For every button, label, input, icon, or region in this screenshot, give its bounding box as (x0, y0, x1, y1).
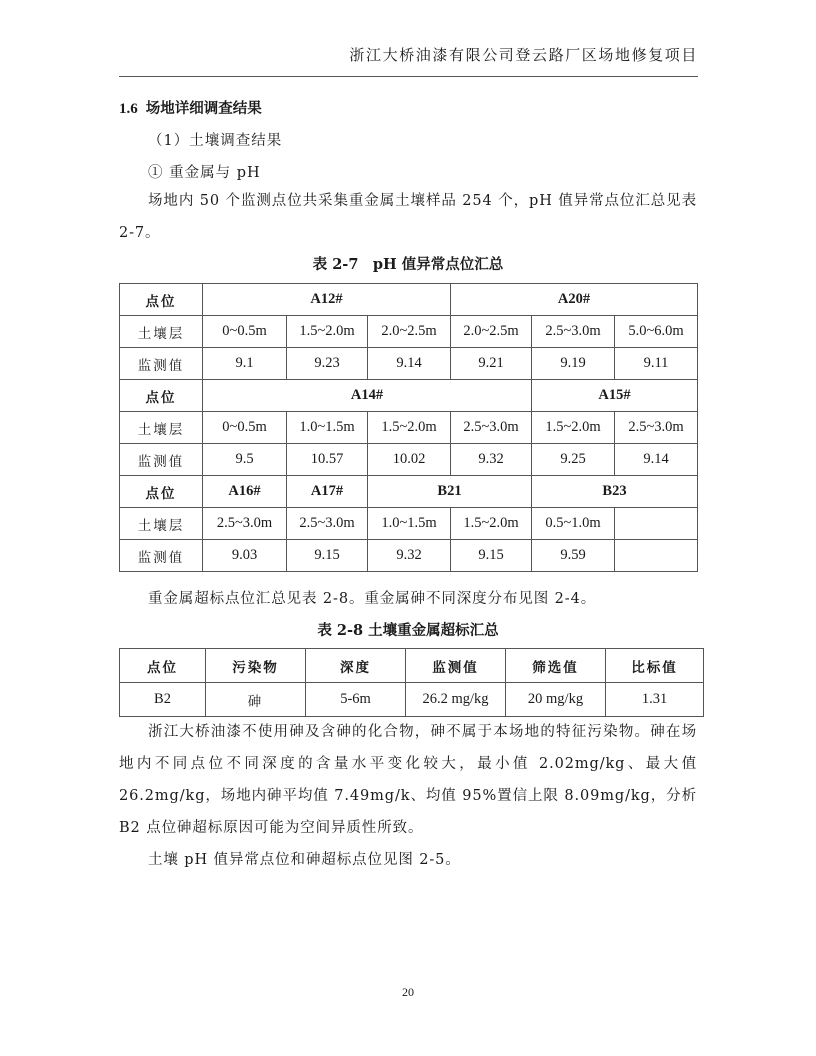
column-header-pollutant: 污染物 (206, 649, 306, 683)
paragraph-arsenic-analysis: 浙江大桥油漆不使用砷及含砷的化合物，砷不属于本场地的特征污染物。砷在场地内不同点位不同深度的含量水平变化较大，最小值 2.02mg/kg、最大值 26.2mg/kg，场地内砷平均值 7.49mg/k、均值 95%置信上限 8.09mg/kg，分析 B2 点位砷超标原因可能为空间异质性所致。 (119, 724, 697, 836)
table-row (120, 348, 698, 380)
section-heading (119, 97, 262, 118)
site-cell: A16# (203, 476, 287, 508)
cell-screening: 20 mg/kg (506, 683, 606, 717)
value-cell (615, 540, 698, 572)
value-cell: 9.32 (368, 540, 451, 572)
site-cell: A17# (287, 476, 368, 508)
table-row (120, 284, 698, 316)
table-row (120, 683, 704, 717)
layer-cell: 0~0.5m (203, 412, 287, 444)
layer-cell: 2.5~3.0m (287, 508, 368, 540)
subsection-soil: （1）土壤调查结果 (148, 133, 283, 149)
column-header-measured: 监测值 (406, 649, 506, 683)
value-cell: 9.32 (451, 444, 532, 476)
table-row (120, 508, 698, 540)
value-cell: 9.25 (532, 444, 615, 476)
layer-cell: 1.0~1.5m (368, 508, 451, 540)
value-cell: 9.19 (532, 348, 615, 380)
layer-cell: 1.5~2.0m (451, 508, 532, 540)
row-label-layer: 土壤层 (120, 412, 203, 444)
value-cell: 9.5 (203, 444, 287, 476)
layer-cell: 2.5~3.0m (615, 412, 698, 444)
table-row (120, 316, 698, 348)
paragraph-figure-reference: 土壤 pH 值异常点位和砷超标点位见图 2-5。 (148, 852, 461, 868)
subsection-heavy-metal-ph: ① 重金属与 pH (148, 165, 261, 181)
table-row (120, 380, 698, 412)
paragraph-exceedance-intro: 重金属超标点位汇总见表 2-8。重金属砷不同深度分布见图 2-4。 (148, 591, 597, 607)
site-cell: B21 (368, 476, 532, 508)
value-cell: 10.02 (368, 444, 451, 476)
table-2-7-caption: 表 2-7 pH 值异常点位汇总 (312, 256, 504, 273)
section-title: 场地详细调查结果 (145, 100, 262, 117)
paragraph-ph-summary: 场地内 50 个监测点位共采集重金属土壤样品 254 个，pH 值异常点位汇总见表 2-7。 (119, 193, 697, 241)
value-cell: 9.15 (287, 540, 368, 572)
layer-cell: 2.5~3.0m (203, 508, 287, 540)
value-cell: 9.03 (203, 540, 287, 572)
layer-cell: 0.5~1.0m (532, 508, 615, 540)
layer-cell: 1.5~2.0m (532, 412, 615, 444)
value-cell: 9.1 (203, 348, 287, 380)
cell-pollutant: 砷 (206, 683, 306, 717)
value-cell: 9.23 (287, 348, 368, 380)
site-cell: A20# (451, 284, 698, 316)
column-header-depth: 深度 (306, 649, 406, 683)
site-cell: A14# (203, 380, 532, 412)
value-cell: 9.59 (532, 540, 615, 572)
header-rule (119, 76, 698, 77)
row-label-value: 监测值 (120, 540, 203, 572)
layer-cell (615, 508, 698, 540)
row-label-layer: 土壤层 (120, 508, 203, 540)
cell-site: B2 (120, 683, 206, 717)
site-cell: B23 (532, 476, 698, 508)
value-cell: 9.14 (615, 444, 698, 476)
cell-ratio: 1.31 (606, 683, 704, 717)
table-2-8-caption: 表 2-8 土壤重金属超标汇总 (317, 622, 499, 639)
site-cell: A12# (203, 284, 451, 316)
layer-cell: 2.5~3.0m (532, 316, 615, 348)
page-header: 浙江大桥油漆有限公司登云路厂区场地修复项目 (349, 46, 698, 64)
layer-cell: 1.5~2.0m (287, 316, 368, 348)
cell-measured: 26.2 mg/kg (406, 683, 506, 717)
value-cell: 9.11 (615, 348, 698, 380)
row-label-site: 点位 (120, 380, 203, 412)
table-row (120, 444, 698, 476)
row-label-site: 点位 (120, 476, 203, 508)
layer-cell: 2.5~3.0m (451, 412, 532, 444)
layer-cell: 2.0~2.5m (451, 316, 532, 348)
table-row (120, 476, 698, 508)
row-label-layer: 土壤层 (120, 316, 203, 348)
layer-cell: 2.0~2.5m (368, 316, 451, 348)
value-cell: 9.21 (451, 348, 532, 380)
page-number: 20 (402, 985, 414, 999)
column-header-ratio: 比标值 (606, 649, 704, 683)
table-row (120, 412, 698, 444)
ph-anomaly-table (119, 283, 698, 572)
row-label-value: 监测值 (120, 444, 203, 476)
layer-cell: 1.0~1.5m (287, 412, 368, 444)
value-cell: 9.14 (368, 348, 451, 380)
layer-cell: 5.0~6.0m (615, 316, 698, 348)
heavy-metal-exceedance-table (119, 648, 704, 717)
column-header-site: 点位 (120, 649, 206, 683)
row-label-site: 点位 (120, 284, 203, 316)
row-label-value: 监测值 (120, 348, 203, 380)
table-header-row (120, 649, 704, 683)
table-row (120, 540, 698, 572)
layer-cell: 1.5~2.0m (368, 412, 451, 444)
value-cell: 9.15 (451, 540, 532, 572)
layer-cell: 0~0.5m (203, 316, 287, 348)
site-cell: A15# (532, 380, 698, 412)
section-number: 1.6 (119, 101, 138, 117)
column-header-screening: 筛选值 (506, 649, 606, 683)
value-cell: 10.57 (287, 444, 368, 476)
cell-depth: 5-6m (306, 683, 406, 717)
